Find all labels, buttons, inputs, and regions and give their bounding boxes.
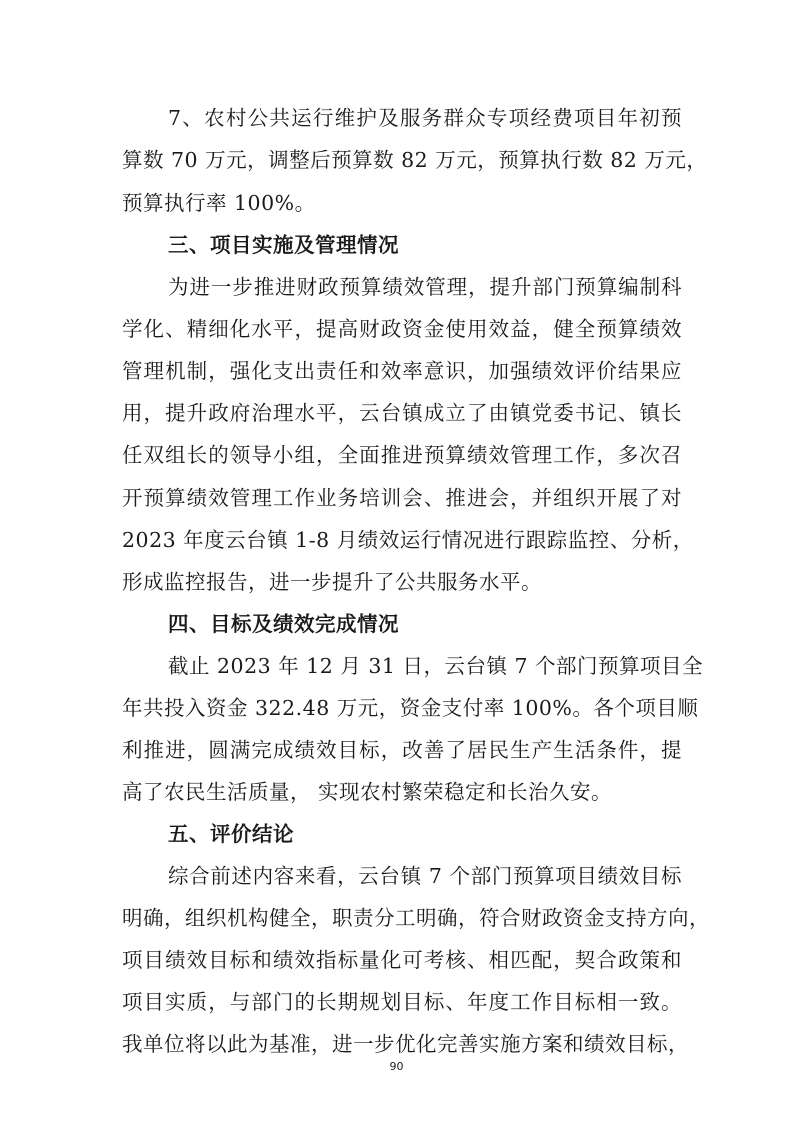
section-3-heading: 三、项目实施及管理情况 (168, 233, 399, 257)
section-3-line-7: 2023 年度云台镇 1-8 月绩效运行情况进行跟踪监控、分析， (122, 528, 694, 552)
section-4-line-2: 年共投入资金 322.48 万元，资金支付率 100%。各个项目顺 (122, 696, 699, 720)
section-3-line-1: 为进一步推进财政预算绩效管理，提升部门预算编制科 (168, 275, 682, 299)
section-4-line-4: 高了农民生活质量， 实现农村繁荣稳定和长治久安。 (122, 780, 613, 804)
section-3-line-8: 形成监控报告，进一步提升了公共服务水平。 (122, 570, 542, 594)
section-3-line-3: 管理机制，强化支出责任和效率意识，加强绩效评价结果应 (122, 359, 682, 383)
section-4-line-3: 利推进，圆满完成绩效目标，改善了居民生产生活条件，提 (122, 738, 682, 762)
section-5-line-2: 明确，组织机构健全，职责分工明确，符合财政资金支持方向， (122, 906, 710, 930)
section-5-line-3: 项目绩效目标和绩效指标量化可考核、相匹配，契合政策和 (122, 948, 682, 972)
section-5-line-5: 我单位将以此为基准，进一步优化完善实施方案和绩效目标， (122, 1032, 689, 1056)
section-4-heading: 四、目标及绩效完成情况 (168, 612, 399, 636)
page-number: 90 (389, 1060, 404, 1073)
paragraph-7-line-1: 7、农村公共运行维护及服务群众专项经费项目年初预 (168, 106, 682, 130)
paragraph-7-line-3: 预算执行率 100%。 (122, 191, 316, 215)
section-3-line-2: 学化、精细化水平，提高财政资金使用效益，健全预算绩效 (122, 317, 682, 341)
section-5-line-1: 综合前述内容来看，云台镇 7 个部门预算项目绩效目标 (168, 864, 682, 888)
section-5-line-4: 项目实质，与部门的长期规划目标、年度工作目标相一致。 (122, 990, 682, 1014)
section-5-heading: 五、评价结论 (168, 822, 294, 846)
section-3-line-5: 任双组长的领导小组，全面推进预算绩效管理工作，多次召 (122, 443, 682, 467)
paragraph-7-line-2: 算数 70 万元，调整后预算数 82 万元，预算执行数 82 万元， (122, 148, 708, 172)
section-4-line-1: 截止 2023 年 12 月 31 日，云台镇 7 个部门预算项目全 (168, 654, 704, 678)
section-3-line-6: 开预算绩效管理工作业务培训会、推进会，并组织开展了对 (122, 486, 682, 510)
section-3-line-4: 用，提升政府治理水平，云台镇成立了由镇党委书记、镇长 (122, 401, 682, 425)
